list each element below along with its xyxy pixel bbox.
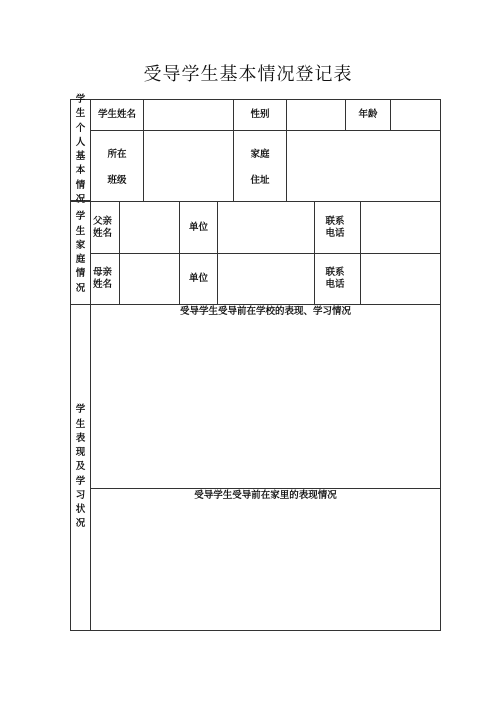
section-personal-label-text: 学生个人基本情况 [75, 94, 86, 205]
mother-unit-field[interactable] [217, 253, 315, 305]
father-name-field[interactable] [119, 201, 180, 254]
student-name-field[interactable] [143, 99, 234, 131]
mother-phone-field[interactable] [360, 253, 441, 305]
class-label-line2: 班级 [107, 175, 127, 187]
student-name-label: 学生姓名 [90, 99, 144, 131]
mother-phone-label [314, 253, 361, 305]
class-field[interactable] [143, 130, 234, 202]
father-name-label-text: 父亲姓名 [93, 215, 113, 239]
class-label-line1: 所在 [107, 149, 127, 160]
school-performance-area[interactable] [90, 304, 441, 489]
father-name-label [90, 201, 120, 254]
mother-name-field[interactable] [119, 253, 180, 305]
father-phone-label-text: 联系电话 [325, 215, 345, 239]
form-title: 受导学生基本情况登记表 [143, 64, 353, 85]
address-label [233, 130, 287, 202]
father-unit-label: 单位 [179, 201, 218, 254]
mother-unit-label: 单位 [179, 253, 218, 305]
address-label-line1: 家庭 [250, 149, 270, 160]
gender-label: 性别 [233, 99, 287, 131]
father-phone-label [314, 201, 361, 254]
section-personal-label [70, 94, 91, 205]
section-performance-label [70, 304, 91, 631]
home-performance-heading: 受导学生受导前在家里的表现情况 [194, 490, 337, 501]
gender-field[interactable] [286, 99, 346, 131]
mother-name-label [90, 253, 120, 305]
section-family-label-text: 学生家庭情况 [75, 211, 86, 294]
age-label: 年龄 [345, 99, 391, 131]
father-phone-field[interactable] [360, 201, 441, 254]
home-performance-area[interactable] [90, 488, 441, 631]
address-field[interactable] [286, 130, 441, 202]
school-performance-heading: 受导学生受导前在学校的表现、学习情况 [179, 306, 351, 317]
section-family-label [70, 201, 91, 305]
mother-name-label-text: 母亲姓名 [93, 267, 113, 290]
class-label [90, 130, 144, 202]
mother-phone-label-text: 联系电话 [325, 267, 345, 290]
age-field[interactable] [390, 99, 441, 131]
section-performance-label-text: 学生表现及学习状况 [75, 404, 86, 530]
address-label-line2: 住址 [250, 175, 270, 187]
father-unit-field[interactable] [217, 201, 315, 254]
